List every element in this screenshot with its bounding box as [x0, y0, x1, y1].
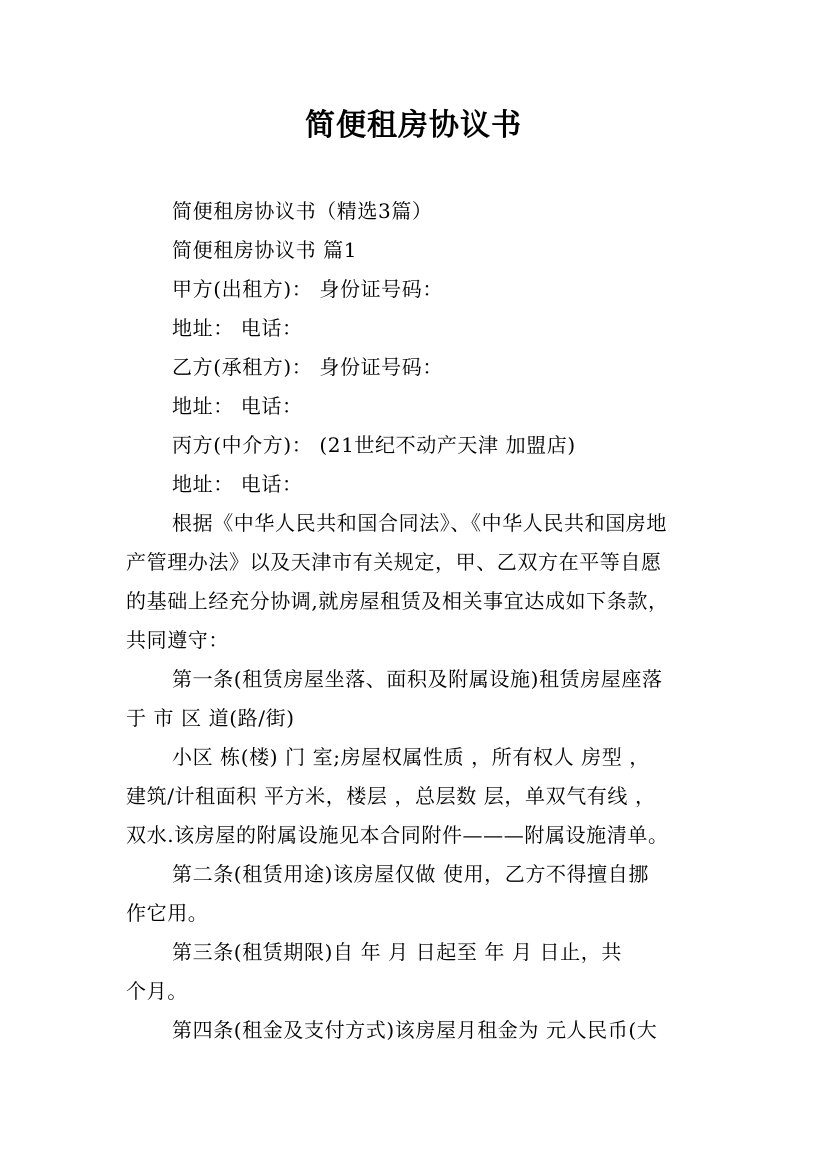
body-text-line: 个月。 — [126, 979, 188, 1003]
party-b-line: 乙方(承租方)： 身份证号码： — [172, 355, 443, 379]
party-c-address-line: 地址： 电话： — [172, 472, 303, 496]
subtitle-line: 简便租房协议书（精选3篇） — [172, 199, 433, 223]
body-text-line: 于 市 区 道(路/街) — [126, 706, 295, 730]
body-text-line: 产管理办法》以及天津市有关规定，甲、乙双方在平等自愿 — [126, 550, 662, 574]
party-a-address-line: 地址： 电话： — [172, 316, 303, 340]
party-c-line: 丙方(中介方)： (21世纪不动产天津 加盟店) — [172, 433, 576, 457]
body-text-line: 双水.该房屋的附属设施见本合同附件———附属设施清单。 — [126, 823, 669, 847]
article-two-line: 第二条(租赁用途)该房屋仅做 使用，乙方不得擅自挪 — [172, 862, 649, 886]
party-b-address-line: 地址： 电话： — [172, 394, 303, 418]
article-three-line: 第三条(租赁期限)自 年 月 日起至 年 月 日止，共 — [172, 940, 622, 964]
article-four-line: 第四条(租金及支付方式)该房屋月租金为 元人民币(大 — [172, 1018, 658, 1042]
body-text-line: 作它用。 — [126, 901, 209, 925]
body-text-line: 建筑/计租面积 平方米，楼层 ，总层数 层，单双气有线 ， — [126, 784, 656, 808]
body-text-line: 的基础上经充分协调,就房屋租赁及相关事宜达成如下条款， — [126, 589, 669, 613]
party-a-line: 甲方(出租方)： 身份证号码： — [172, 277, 443, 301]
document-title: 简便租房协议书 — [305, 108, 522, 143]
body-text-line: 根据《中华人民共和国合同法》、《中华人民共和国房地 — [172, 511, 667, 535]
body-text-line: 小区 栋(楼) 门 室;房屋权属性质 ，所有权人 房型 ， — [172, 745, 650, 769]
body-text-line: 共同遵守： — [126, 628, 229, 652]
article-one-line: 第一条(租赁房屋坐落、面积及附属设施)租赁房屋座落 — [172, 667, 663, 691]
section-heading-line: 简便租房协议书 篇1 — [172, 238, 358, 262]
